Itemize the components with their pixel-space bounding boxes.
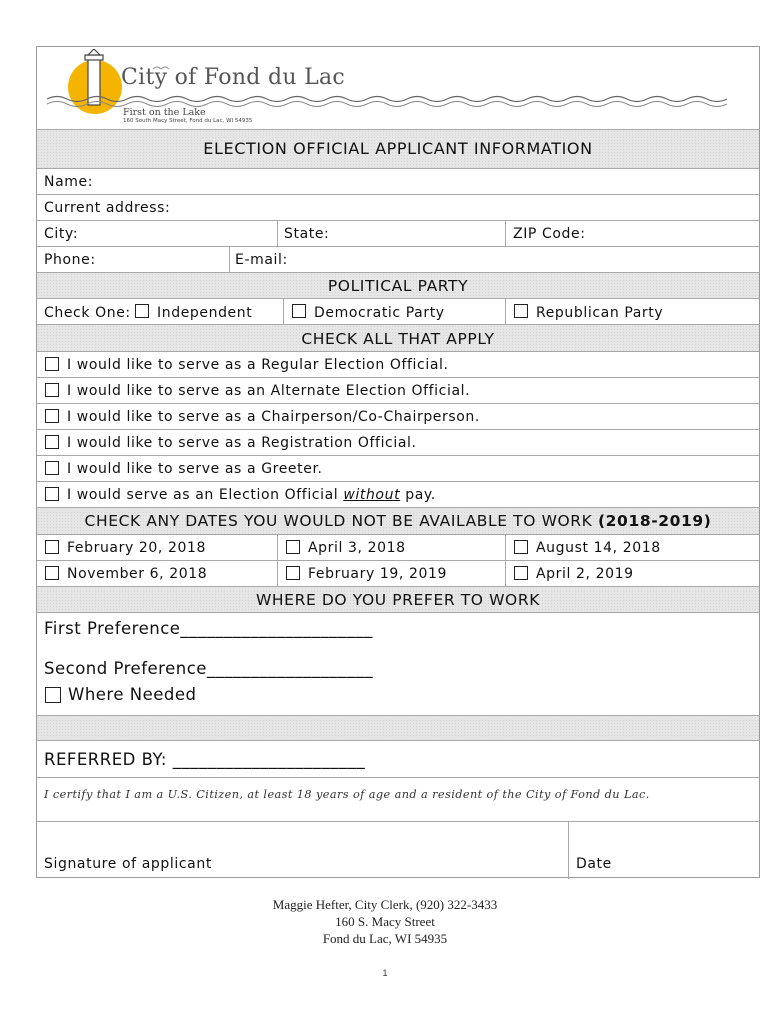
second-preference-field[interactable]: Second Preference___________________ xyxy=(44,659,374,678)
date-apr-3-2018-label: April 3, 2018 xyxy=(308,540,406,556)
dates-row-2 xyxy=(37,560,759,586)
greeter-label: I would like to serve as a Greeter. xyxy=(67,461,323,477)
republican-party-label: Republican Party xyxy=(536,305,664,321)
address-label: Current address: xyxy=(44,200,171,216)
logo-area xyxy=(37,47,759,129)
date-nov-6-2018-checkbox[interactable] xyxy=(45,566,59,580)
state-field[interactable] xyxy=(277,221,505,246)
signature-label: Signature of applicant xyxy=(44,856,212,872)
certify-statement: I certify that I am a U.S. Citizen, at least 18 years of age and a resident of the City of Fond du Lac. xyxy=(44,788,650,801)
chairperson-label: I would like to serve as a Chairperson/Co-Chairperson. xyxy=(67,409,480,425)
list-item xyxy=(37,481,759,507)
where-needed-checkbox[interactable] xyxy=(45,687,61,703)
date-feb-19-2019-label: February 19, 2019 xyxy=(308,566,448,582)
phone-field[interactable] xyxy=(37,247,229,272)
political-party-header xyxy=(37,272,759,298)
list-item xyxy=(37,351,759,377)
email-label: E-mail: xyxy=(235,252,288,268)
greeter-checkbox[interactable] xyxy=(45,461,59,475)
footer-street: 160 S. Macy Street xyxy=(335,914,435,929)
without-pay-prefix: I would serve as an Election Official xyxy=(67,487,344,503)
dates-row-1 xyxy=(37,534,759,560)
chairperson-checkbox[interactable] xyxy=(45,409,59,423)
alternate-official-checkbox[interactable] xyxy=(45,383,59,397)
registration-official-checkbox[interactable] xyxy=(45,435,59,449)
independent-label: Independent xyxy=(157,305,253,321)
political-party-heading: POLITICAL PARTY xyxy=(327,277,469,295)
republican-party-checkbox[interactable] xyxy=(514,304,528,318)
application-form xyxy=(36,46,760,878)
state-label: State: xyxy=(284,226,330,242)
list-item xyxy=(37,403,759,429)
date-apr-3-2018-checkbox[interactable] xyxy=(286,540,300,554)
footer xyxy=(0,896,770,947)
logo-address: 160 South Macy Street, Fond du Lac, WI 54935 xyxy=(123,118,253,124)
democratic-party-checkbox[interactable] xyxy=(292,304,306,318)
where-needed-label: Where Needed xyxy=(68,685,197,704)
without-pay-label xyxy=(67,487,436,503)
spacer-row xyxy=(37,715,759,740)
alternate-official-label: I would like to serve as an Alternate Election Official. xyxy=(67,383,471,399)
without-pay-checkbox[interactable] xyxy=(45,487,59,501)
date-aug-14-2018-label: August 14, 2018 xyxy=(536,540,661,556)
date-nov-6-2018-label: November 6, 2018 xyxy=(67,566,208,582)
party-options-row xyxy=(37,298,759,324)
dates-heading-text: CHECK ANY DATES YOU WOULD NOT BE AVAILABLE TO WORK xyxy=(84,512,593,530)
independent-checkbox[interactable] xyxy=(135,304,149,318)
page-number: 1 xyxy=(382,968,388,978)
list-item xyxy=(37,455,759,481)
phone-email-row xyxy=(37,246,759,272)
check-all-heading: CHECK ALL THAT APPLY xyxy=(301,330,495,348)
list-item xyxy=(37,429,759,455)
dates-header xyxy=(37,507,759,534)
regular-official-label: I would like to serve as a Regular Election Official. xyxy=(67,357,449,373)
regular-official-checkbox[interactable] xyxy=(45,357,59,371)
signature-row xyxy=(37,821,759,879)
without-pay-suffix: pay. xyxy=(400,487,436,503)
email-field[interactable] xyxy=(229,247,759,272)
dates-heading xyxy=(37,512,759,530)
referred-by-row xyxy=(37,740,759,777)
date-aug-14-2018-checkbox[interactable] xyxy=(514,540,528,554)
check-one-label: Check One: xyxy=(44,305,131,321)
logo-city-name: City of Fond du Lac xyxy=(121,65,346,90)
city-label: City: xyxy=(44,226,79,242)
city-field[interactable] xyxy=(37,221,277,246)
city-state-zip-row xyxy=(37,220,759,246)
address-row[interactable] xyxy=(37,194,759,220)
signature-field[interactable] xyxy=(37,822,568,879)
registration-official-label: I would like to serve as a Registration Official. xyxy=(67,435,417,451)
phone-label: Phone: xyxy=(44,252,96,268)
date-label: Date xyxy=(576,856,612,872)
prefer-section xyxy=(37,612,759,715)
title-row xyxy=(37,129,759,168)
footer-clerk: Maggie Hefter, City Clerk, (920) 322-3433 xyxy=(272,897,498,912)
dates-heading-years: (2018-2019) xyxy=(597,512,712,530)
footer-city: Fond du Lac, WI 54935 xyxy=(322,931,448,946)
date-apr-2-2019-label: April 2, 2019 xyxy=(536,566,634,582)
date-feb-20-2018-label: February 20, 2018 xyxy=(67,540,207,556)
zip-field[interactable] xyxy=(505,221,759,246)
list-item xyxy=(37,377,759,403)
prefer-header xyxy=(37,586,759,612)
prefer-heading: WHERE DO YOU PREFER TO WORK xyxy=(256,591,540,609)
zip-label: ZIP Code: xyxy=(513,226,586,242)
referred-by-field[interactable]: REFERRED BY: ______________________ xyxy=(44,750,366,769)
logo-tagline: First on the Lake xyxy=(123,107,206,118)
check-all-header xyxy=(37,324,759,351)
date-feb-20-2018-checkbox[interactable] xyxy=(45,540,59,554)
form-title: ELECTION OFFICIAL APPLICANT INFORMATION xyxy=(203,139,593,158)
first-preference-field[interactable]: First Preference______________________ xyxy=(44,619,373,638)
name-label: Name: xyxy=(44,174,94,190)
democratic-party-label: Democratic Party xyxy=(314,305,445,321)
date-feb-19-2019-checkbox[interactable] xyxy=(286,566,300,580)
date-apr-2-2019-checkbox[interactable] xyxy=(514,566,528,580)
name-row[interactable] xyxy=(37,168,759,194)
date-field[interactable] xyxy=(568,822,759,879)
without-pay-emphasis: without xyxy=(343,487,401,503)
certify-row xyxy=(37,777,759,821)
